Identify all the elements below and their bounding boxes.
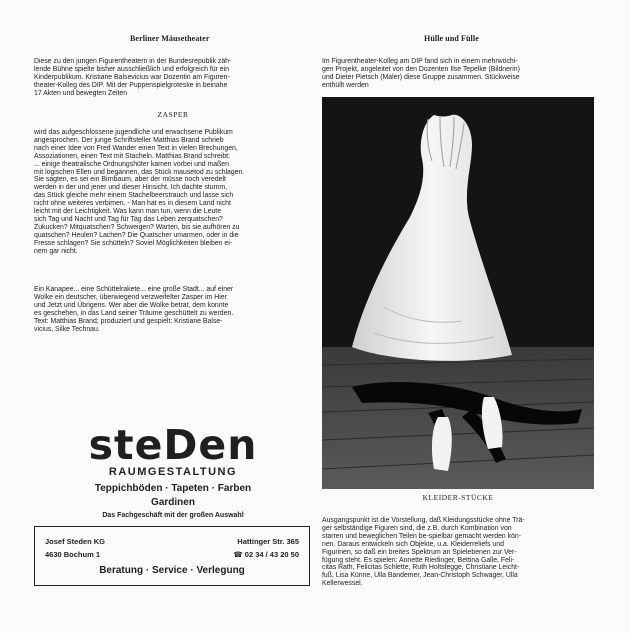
kleider-stuecke-photo [322, 97, 594, 489]
ad-street: Hattinger Str. 365 [237, 537, 299, 546]
ad-tagline: Das Fachgeschäft mit der großen Auswahl [102, 512, 244, 519]
ad-phone: ☎ 02 34 / 43 20 50 [233, 550, 299, 559]
right-body-text: Ausgangspunkt ist die Vorstellung, daß Kleidungsstücke ohne Trä- ger selbständige Figuren sind, die z.B. durch Kombination von starren und beweglichen Teilen be-spielbar gemacht werden kön- nen. Daraus entwickeln sich Objekte, u.a. Kleiderreliefs und Figurinen, so daß ein breites Spektrum an Spielebenen zur Ver- fügung steht. Es spielen: Annette Riedinger, Bettina Galle, Feli- citas Rath, Felicitas Schlette, Ruth Holtstegge, Christiane Leicht- fuß, Lisa Künne, Ulla Bandemer, Jean-Christoph Schwager, Ulla Kellerwessel. [322, 517, 525, 588]
ad-company-name: Josef Steden KG [45, 537, 106, 546]
ad-subtitle: RAUMGESTALTUNG [108, 466, 238, 478]
ad-products-line1: Teppichböden · Tapeten · Farben [94, 483, 252, 494]
ad-contact-box [34, 526, 310, 586]
dress-figure-illustration [322, 97, 594, 489]
left-page-header: Berliner Mäusetheater [130, 34, 210, 43]
right-intro-text: Im Figurentheater-Kolleg am DIP fand sich in einem mehrwöchi- gen Projekt, angeleitet von den Dozenten Ilse Tepelke (Bildnerin) und Dieter Pietsch (Maler) diese Gruppe zusammen. Stückweise enthüllt werden [322, 58, 520, 89]
photo-caption: KLEIDER-STÜCKE [422, 493, 494, 502]
ad-city: 4630 Bochum 1 [45, 550, 101, 559]
ad-products-line2: Gardinen [151, 497, 195, 508]
zasper-heading: ZASPER [157, 110, 189, 119]
zasper-closing-text: Ein Kanapee... eine Schüttelrakete... eine große Stadt... auf einer Wolke ein deutscher, überwiegend verzweifelter Zasper im Hier und Jetzt und Übrigens. Wer aber die Wolke betrat, dem konnte es geschehen, in das Land seiner Träume geschüttelt zu werden. Text: Matthias Brand; produziert und gespielt: Kristiane Balse- vicius, Silke Technau. [34, 286, 234, 333]
ad-services: Beratung · Service · Verlegung [99, 565, 245, 576]
zasper-body-text: wird das aufgeschlossene jugendliche und erwachsene Publikum angesprochen. Der junge Schriftsteller Matthias Brand schrieb nach einer Idee von Fred Wander einen Text in vielen Brechungen, Assoziationen, einen Text mit Stacheln. Matthias Brand schreibt: ... einige theatralische Ordnungshüter kamen vorbei und maßen mit logischen Ellen und begannen, das Stück mausetod zu schlagen. Sie sagten, es sei ein Birnbaum, aber der müsse noch veredelt werden in der und jener und dieser Hinsicht. Ich dachte stumm, das Stück gleiche mehr einem Stachelbeerstrauch und lasse sich nicht ohne weiteres verbimen. - Man hat es in diesem Land nicht leicht mit der Leichtigkeit. Was kann man tun, wenn die Leute sich Tag und Nacht und Tag für Tag das Leben zerquatschen? Zukucken? Mitquatschen? Schweigen? Warten, bis sie aufhören zu quatschen? Heulen? Lachen? Die Quatscher umarmen, oder in die Fresse schlagen? Sie schütteln? Soviel Möglichkeiten bleiben ei- nem gar nicht. [34, 129, 245, 255]
left-intro-text: Diese zu den jungen Figurentheatern in der Bundesrepublik zäh- lende Bühne spielte bisher ausschließlich und erfolgreich für ein Kinderpublikum. Kristiane Balsevicius war Dozentin am Figuren- theater-Kolleg des DIP. Mit der Puppenspielgroteske in beinahe 17 Akten und bewegten Zeiten [34, 58, 232, 97]
steden-advertisement [34, 420, 312, 610]
right-page-header: Hülle und Fülle [424, 34, 479, 43]
steden-logo: steDen [88, 421, 258, 469]
